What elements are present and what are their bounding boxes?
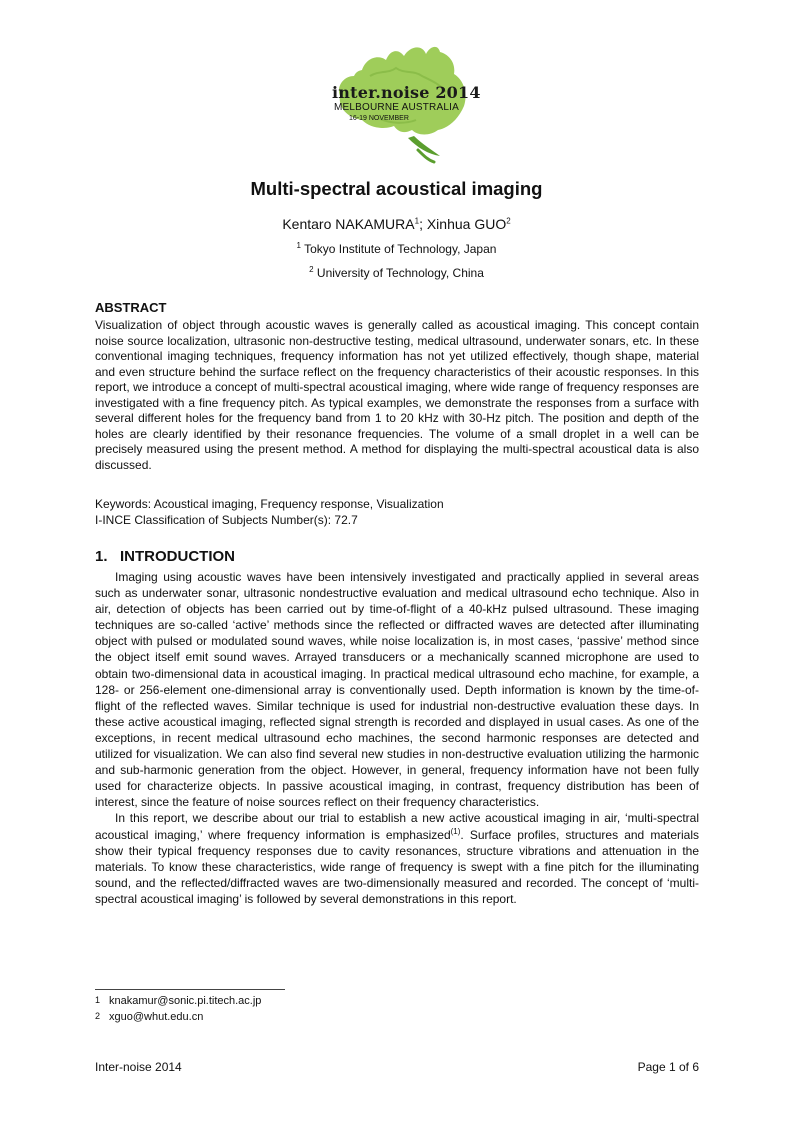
footer-conference: Inter-noise 2014 xyxy=(95,1060,182,1074)
affiliation-2-text: University of Technology, China xyxy=(316,266,484,280)
boomerang-icon xyxy=(408,136,440,156)
affiliation-1 xyxy=(0,242,793,256)
intro-paragraph-1: Imaging using acoustic waves have been intensively investigated and practically applied in several areas such as underwater sonar, ultrasonic nondestructive evaluation and medical ultrasound echo technique. Also in air, detection of objects has been carried out by time-of-flight of a 40-kHz pulsed ultrasound. These imaging techniques are so-called ‘active’ methods since the reflected or diffracted waves are detected after illuminating object with pulsed or modulated sound waves, while noise localization is, in most cases, ‘passive’ method since the object itself emit sound waves. Arrayed transducers or a mechanically scanned microphone are used to obtain two-dimensional data in acoustical imaging. In practical medical ultrasound echo machine, for example, a 128- or 256-element one-dimensional array is conventionally used. Depth information is known by the time-of-flight of the reflected waves. Similar technique is used for industrial non-destructive evaluation these days. In these active acoustical imaging, reflected signal strength is recorded and displayed in usual cases. As one of the exceptions, in recent medical ultrasound echo machines, the second harmonic responses are detected and utilized for visualization. We can also find several new studies in non-destructive evaluation utilizing the harmonic and sub-harmonic generation from the object. However, in general, frequency information have not been fully used for characterize objects. In passive acoustical imaging, in contrast, frequency distribution has been of interest, since the feature of noise sources reflect on their frequency characteristics. xyxy=(95,570,699,810)
affiliation-1-mark: 1 xyxy=(296,241,301,250)
classification: I-INCE Classification of Subjects Number(s): 72.7 xyxy=(95,513,358,527)
author-2: Xinhua GUO xyxy=(426,216,507,232)
intro-paragraph-2-part-a: In this report, we describe about our trial to establish a new active acoustical imaging in air, ‘multi-spectral acoustical imaging,’ where frequency information is emphasized xyxy=(95,811,699,842)
author-1-mark: 1 xyxy=(414,216,420,226)
abstract-text: Visualization of object through acoustic waves is generally called as acoustical imaging. This concept contain noise source localization, ultrasonic non-destructive testing, medical ultrasound, underwater sonars, etc. In these conventional imaging techniques, frequency information has not yet utilized effectively, though shape, material and even structure behind the surface reflect on the frequency characteristics of their acoustic responses. In this report, we introduce a concept of multi-spectral acoustical imaging, where wide range of frequency responses are investigated with a fine frequency pitch. As typical examples, we demonstrate the responses from a surface with several different holes for the frequency band from 1 to 20 kHz with 30-Hz pitch. The position and depth of the holes are clearly identified by their resonance frequencies. The volume of a small droplet in a well can be precisely measured using the present method. A method for displaying the multi-spectral acoustical data is also discussed. xyxy=(95,318,699,472)
affiliation-1-text: Tokyo Institute of Technology, Japan xyxy=(304,242,497,256)
logo-dates: 16-19 NOVEMBER xyxy=(349,115,409,122)
keywords: Keywords: Acoustical imaging, Frequency response, Visualization xyxy=(95,497,444,511)
paper-title: Multi-spectral acoustical imaging xyxy=(250,178,543,199)
affiliation-2-mark: 2 xyxy=(309,265,314,274)
footnote-1-mark: 1 xyxy=(95,995,101,1005)
section-title: INTRODUCTION xyxy=(120,548,235,565)
footnote-divider xyxy=(95,989,285,990)
footnote-1 xyxy=(95,995,261,1007)
abstract-heading: ABSTRACT xyxy=(95,300,167,315)
intro-paragraph-2 xyxy=(95,810,699,907)
footnote-2-mark: 2 xyxy=(95,1011,101,1021)
citation-ref: (1) xyxy=(450,826,461,836)
section-number: 1. xyxy=(95,548,108,565)
author-separator: ; xyxy=(419,216,427,232)
logo-subtitle: MELBOURNE AUSTRALIA xyxy=(334,102,459,113)
author-1: Kentaro NAKAMURA xyxy=(282,216,415,232)
footnote-2-email[interactable]: xguo@whut.edu.cn xyxy=(109,1011,204,1023)
section-heading xyxy=(95,548,235,565)
intro-paragraph-2-part-b: . Surface profiles, structures and materials show their typical frequency responses due to cavity resonances, structure vibrations and attenuation in the materials. To know these characteristics, wide range of frequency is swept with a fine pitch for the illuminating sound, and the reflected/diffracted waves are two-dimensionally measured and recorded. The concept of ‘multi-spectral acoustical imaging’ is followed by several demonstrations in this report. xyxy=(95,827,699,906)
conference-logo xyxy=(318,40,481,170)
introduction-body xyxy=(95,569,699,907)
affiliation-2 xyxy=(0,266,793,280)
author-line xyxy=(0,216,793,232)
logo-title: inter.noise 2014 xyxy=(332,83,481,102)
footnote-1-email[interactable]: knakamur@sonic.pi.titech.ac.jp xyxy=(109,995,262,1007)
footer-page-number: Page 1 of 6 xyxy=(637,1060,699,1074)
author-2-mark: 2 xyxy=(506,216,511,226)
footnote-2 xyxy=(95,1011,203,1023)
